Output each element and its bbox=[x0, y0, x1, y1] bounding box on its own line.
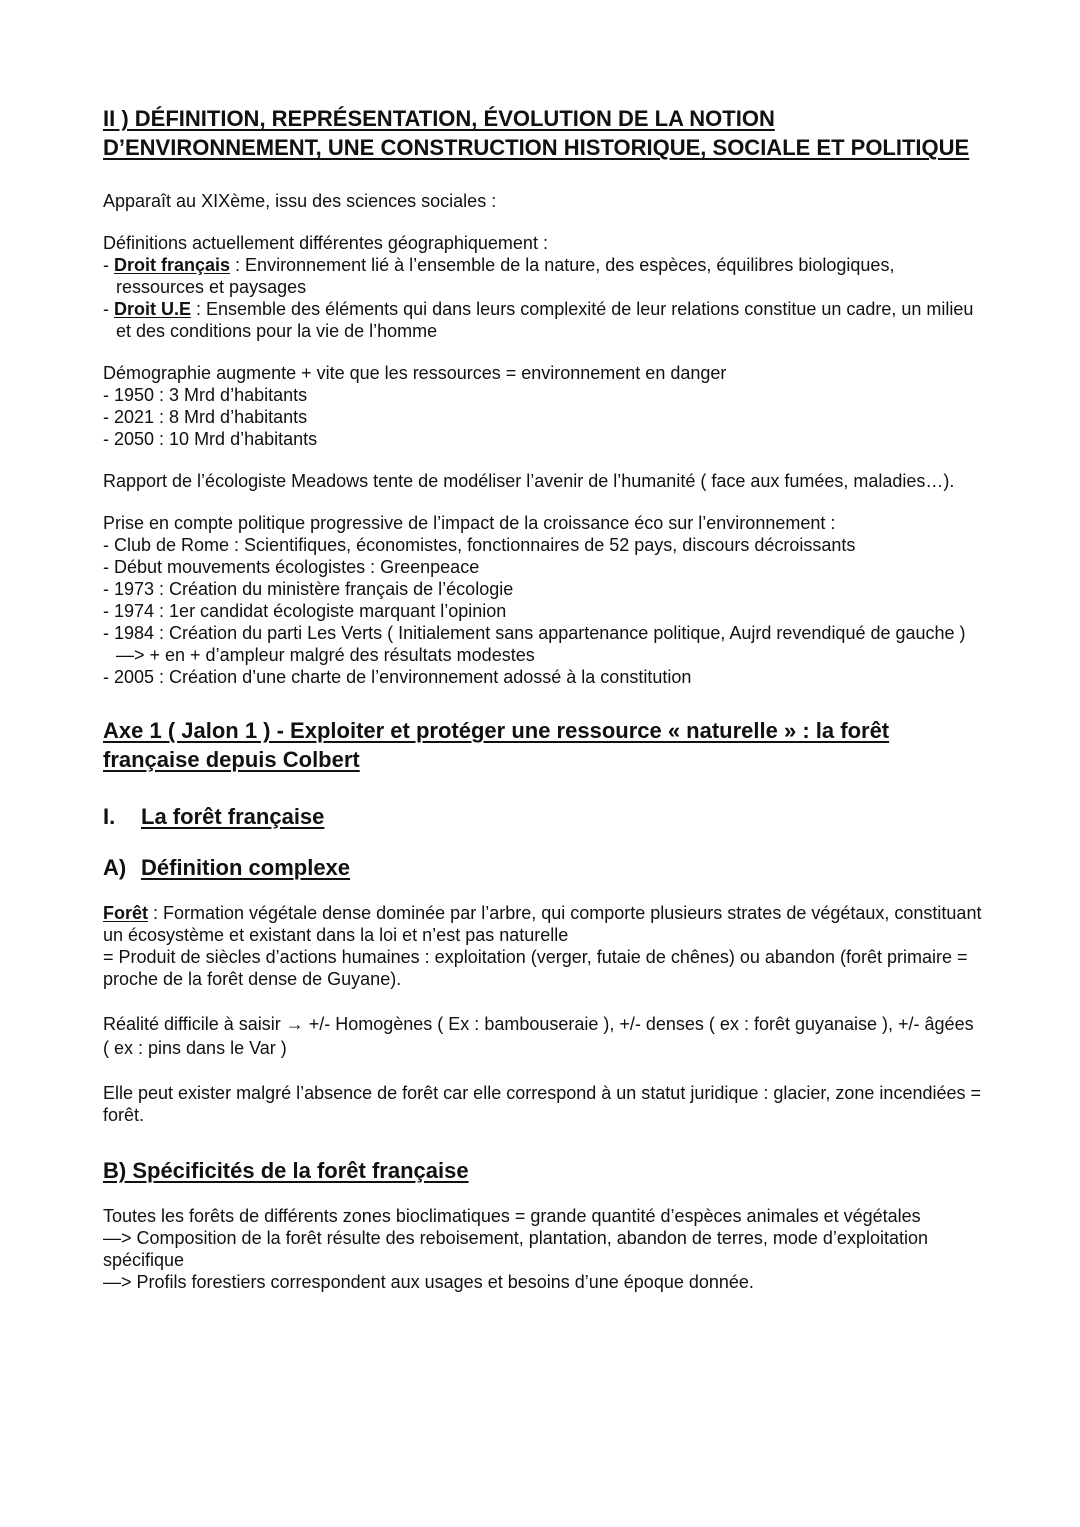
list-item: - 1950 : 3 Mrd d’habitants bbox=[103, 385, 308, 405]
part-1-number: I. bbox=[103, 804, 116, 829]
definition-text: : Ensemble des éléments qui dans leurs complexité de leur relations constitue un cadre, un milieu et des conditions pour la vie de l’homme bbox=[116, 299, 974, 341]
definitions-list bbox=[103, 254, 983, 342]
foret-definition bbox=[103, 902, 983, 946]
list-item: - 2005 : Création d’une charte de l’environnement adossé à la constitution bbox=[103, 667, 692, 687]
part-1-title: La forêt française bbox=[141, 804, 325, 829]
part-b-line-2: —> Composition de la forêt résulte des reboisement, plantation, abandon de terres, mode d’exploitation spécifique bbox=[103, 1228, 928, 1270]
document-page bbox=[103, 104, 983, 1293]
part-b-line-3: —> Profils forestiers correspondent aux usages et besoins d’une époque donnée. bbox=[103, 1272, 754, 1292]
foret-definition-2: = Produit de siècles d’actions humaines : exploitation (verger, futaie de chênes) ou abandon (forêt primaire = proche de la forêt dense de Guyane). bbox=[103, 947, 968, 989]
list-item: - 1973 : Création du ministère français de l’écologie bbox=[103, 579, 514, 599]
meadows-text: Rapport de l’écologiste Meadows tente de modéliser l’avenir de l’humanité ( face aux fumées, maladies…). bbox=[103, 471, 955, 491]
politics-list bbox=[103, 534, 983, 688]
list-item: - 2050 : 10 Mrd d’habitants bbox=[103, 429, 318, 449]
list-item: - 1984 : Création du parti Les Verts ( Initialement sans appartenance politique, Aujrd revendiqué de gauche ) —> + en + d’ampleur malgré des résultats modestes bbox=[103, 623, 966, 665]
list-item: - Début mouvements écologistes : Greenpeace bbox=[103, 557, 480, 577]
realite-text: Réalité difficile à saisir → +/- Homogènes ( Ex : bambouseraie ), +/- denses ( ex : forêt guyanaise ), +/- âgées ( ex : pins dans le Var ) bbox=[103, 1014, 974, 1058]
definition-droit-ue: - Droit U.E : Ensemble des éléments qui dans leurs complexité de leur relations constitue un cadre, un milieu et des conditions pour la vie de l’homme bbox=[103, 299, 974, 341]
section-2-title: II ) DÉFINITION, REPRÉSENTATION, ÉVOLUTION DE LA NOTION D’ENVIRONNEMENT, UNE CONSTRUCTION HISTORIQUE, SOCIALE ET POLITIQUE bbox=[103, 106, 970, 160]
definitions-intro: Définitions actuellement différentes géographiquement : bbox=[103, 233, 548, 253]
intro-text: Apparaît au XIXème, issu des sciences sociales : bbox=[103, 191, 497, 211]
part-b-line-1: Toutes les forêts de différents zones bioclimatiques = grande quantité d’espèces animales et végétales bbox=[103, 1206, 921, 1226]
foret-text: : Formation végétale dense dominée par l’arbre, qui comporte plusieurs strates de végétaux, constituant un écosystème et existant dans la loi et n’est pas naturelle bbox=[103, 903, 982, 945]
list-item: - 2021 : 8 Mrd d’habitants bbox=[103, 407, 308, 427]
politics-intro: Prise en compte politique progressive de l’impact de la croissance éco sur l’environnement : bbox=[103, 513, 836, 533]
definition-text: : Environnement lié à l’ensemble de la nature, des espèces, équilibres biologiques, ressources et paysages bbox=[116, 255, 895, 297]
part-a-number: A) bbox=[103, 855, 127, 880]
axe-title: Axe 1 ( Jalon 1 ) - Exploiter et protéger une ressource « naturelle » : la forêt française depuis Colbert bbox=[103, 718, 890, 772]
part-a-heading bbox=[103, 853, 983, 882]
definition-term: Droit français bbox=[114, 255, 231, 275]
demography-intro: Démographie augmente + vite que les ressources = environnement en danger bbox=[103, 363, 727, 383]
foret-term: Forêt bbox=[103, 903, 148, 923]
part-a-title: Définition complexe bbox=[141, 855, 351, 880]
part-b-title: B) Spécificités de la forêt française bbox=[103, 1158, 469, 1183]
part-1-heading bbox=[103, 802, 983, 831]
demography-list bbox=[103, 384, 983, 450]
definition-droit-francais: - Droit français : Environnement lié à l’ensemble de la nature, des espèces, équilibres biologiques, ressources et paysages bbox=[103, 255, 895, 297]
list-item: - 1974 : 1er candidat écologiste marquant l’opinion bbox=[103, 601, 507, 621]
list-item: - Club de Rome : Scientifiques, économistes, fonctionnaires de 52 pays, discours décroissants bbox=[103, 535, 856, 555]
statut-text: Elle peut exister malgré l’absence de forêt car elle correspond à un statut juridique : glacier, zone incendiées = forêt. bbox=[103, 1083, 982, 1125]
definition-term: Droit U.E bbox=[114, 299, 192, 319]
